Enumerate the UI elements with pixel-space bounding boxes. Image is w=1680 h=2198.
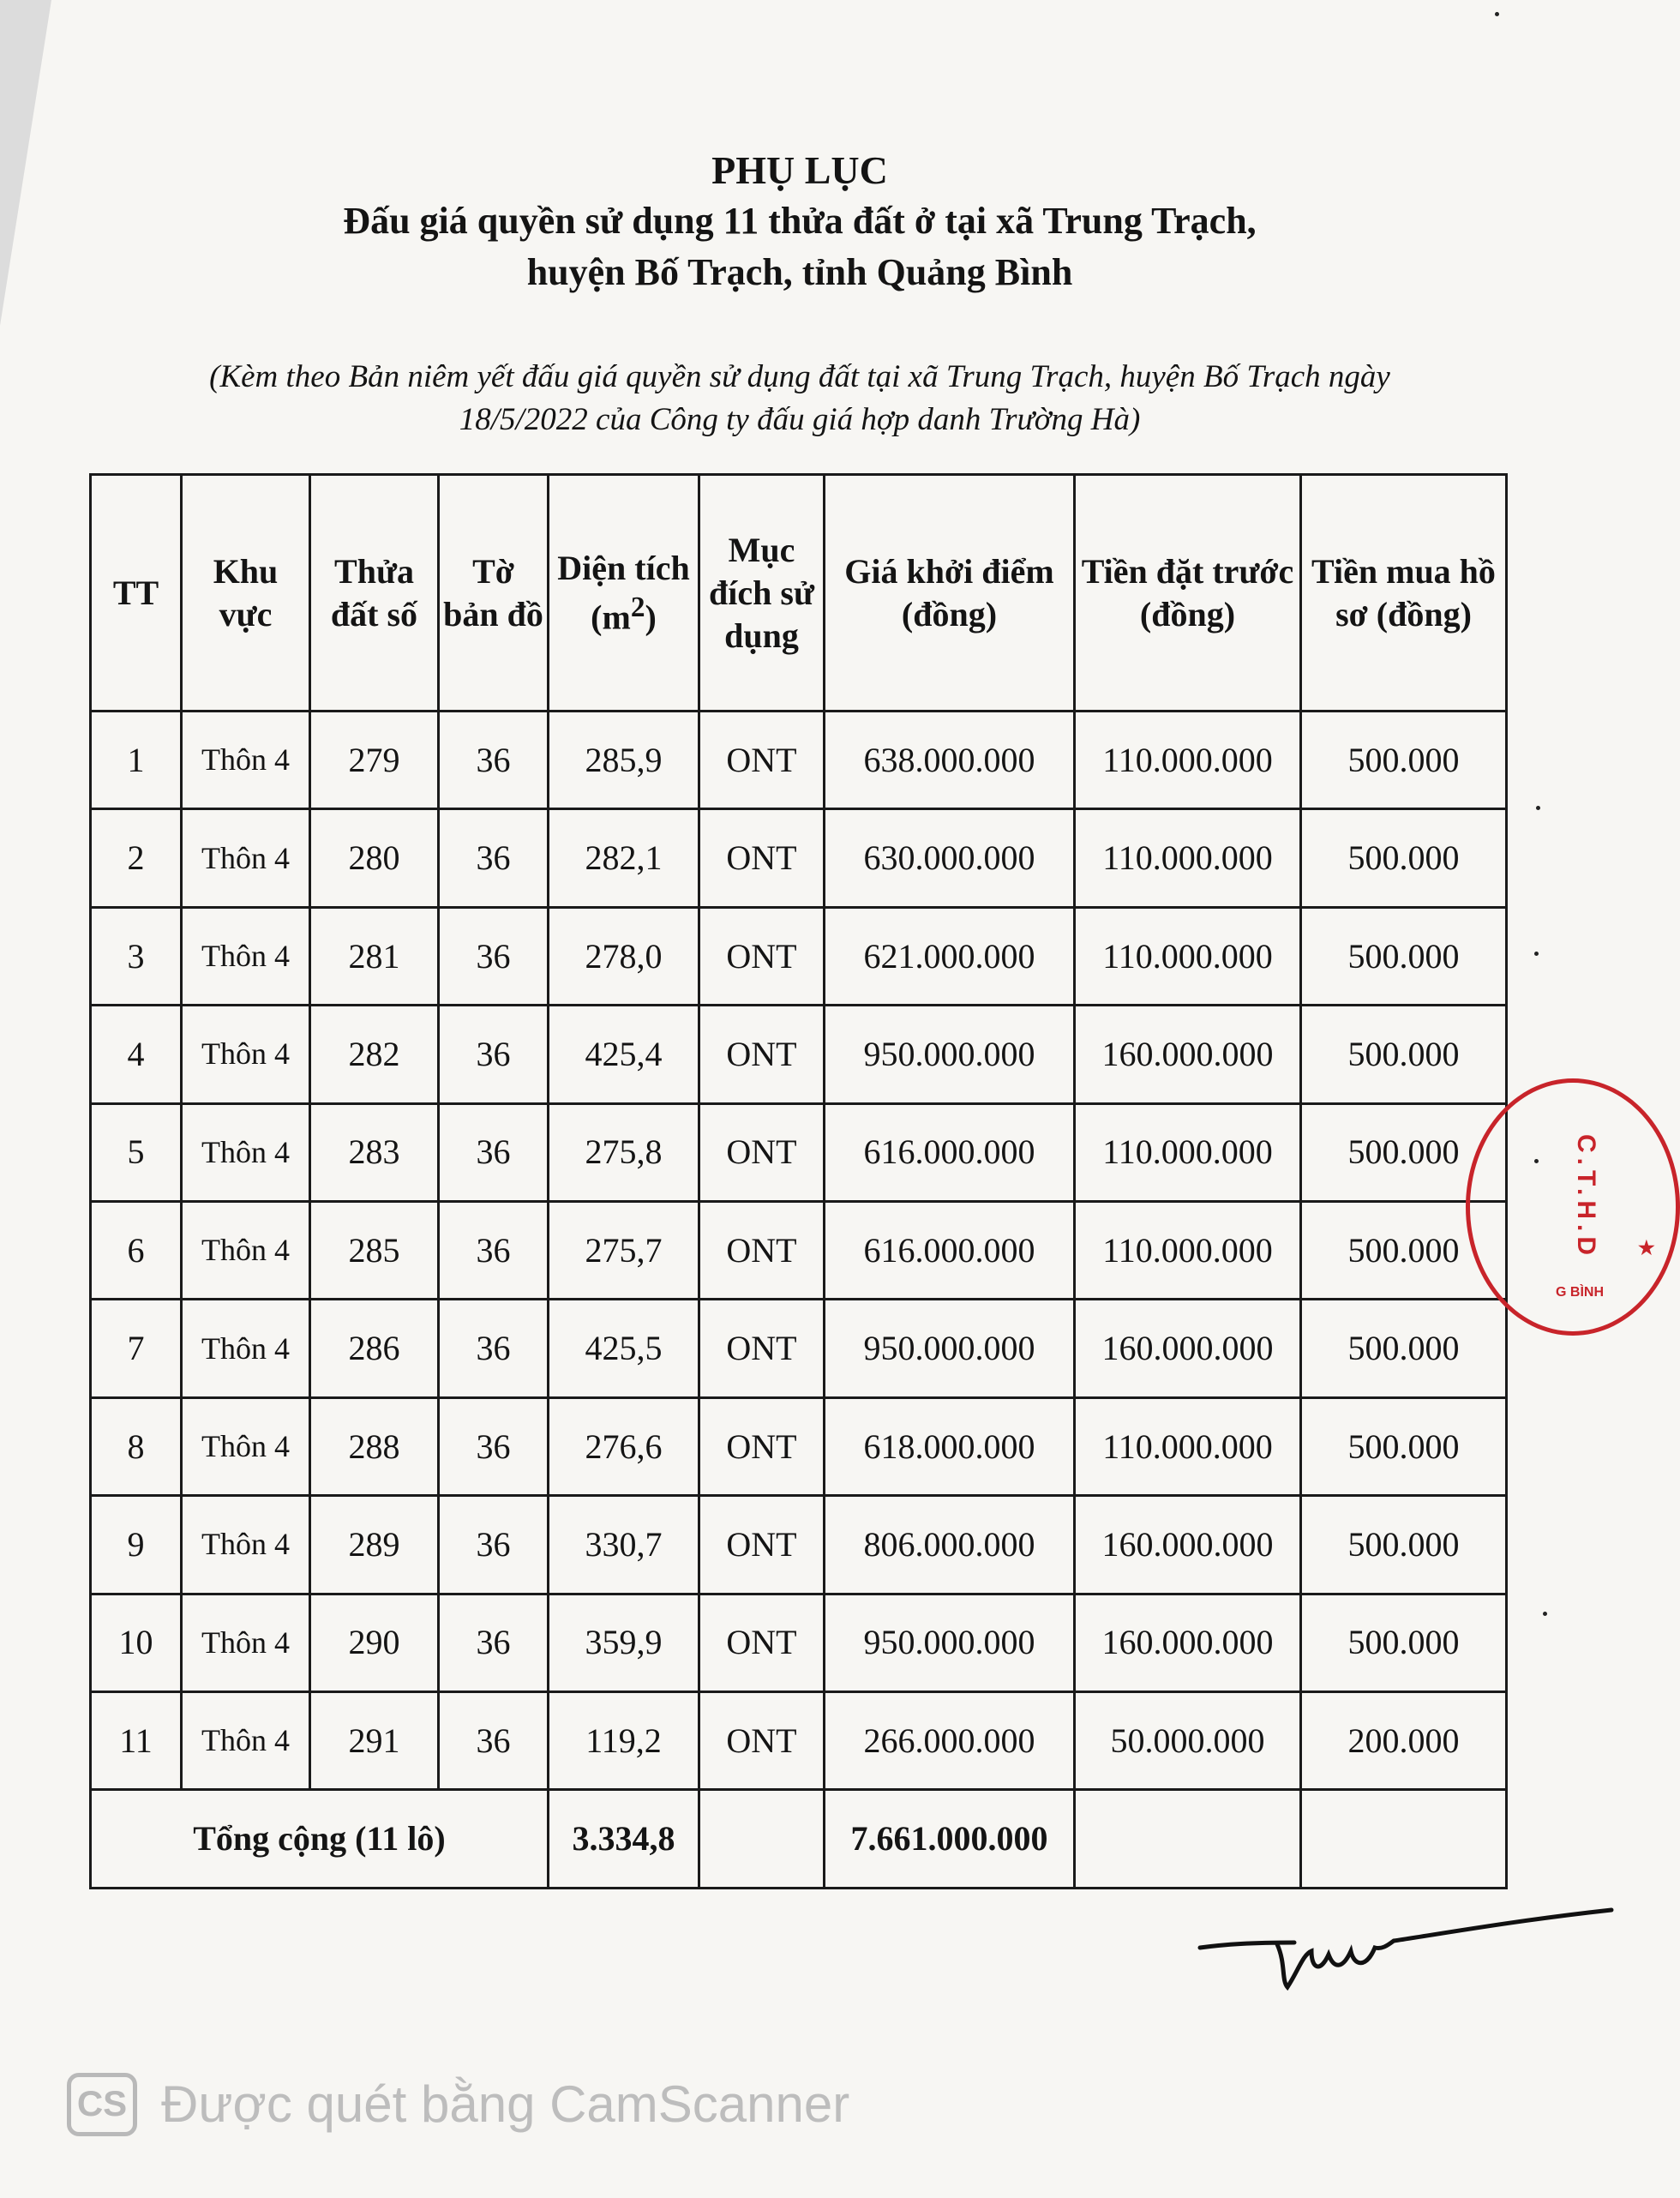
cell-dien-tich: 359,9	[549, 1594, 699, 1691]
cell-dien-tich: 119,2	[549, 1692, 699, 1790]
cell-muc-dich: ONT	[699, 1300, 825, 1397]
cell-muc-dich: ONT	[699, 1594, 825, 1691]
cell-tien-ho-so: 500.000	[1301, 1496, 1507, 1594]
cell-tien-dat-truoc: 110.000.000	[1075, 809, 1301, 907]
cell-tt: 2	[91, 809, 182, 907]
cell-tt: 4	[91, 1006, 182, 1103]
cell-to-ban-do: 36	[439, 1006, 549, 1103]
cell-dien-tich: 275,8	[549, 1103, 699, 1201]
cell-gia-khoi-diem: 638.000.000	[825, 712, 1075, 809]
cell-muc-dich: ONT	[699, 907, 825, 1005]
cell-khu-vuc: Thôn 4	[182, 809, 310, 907]
table-row	[91, 809, 1507, 907]
header-cell-tien-mua-ho-so: Tiền mua hồ sơ (đồng)	[1301, 475, 1507, 712]
cell-to-ban-do: 36	[439, 712, 549, 809]
cell-muc-dich: ONT	[699, 1496, 825, 1594]
table-row	[91, 1692, 1507, 1790]
header-cell-gia-khoi-diem: Giá khởi điểm (đồng)	[825, 475, 1075, 712]
document-subtitle-line-2: huyện Bố Trạch, tỉnh Quảng Bình	[526, 251, 1073, 293]
cell-tien-dat-truoc: 50.000.000	[1075, 1692, 1301, 1790]
cell-khu-vuc: Thôn 4	[182, 1594, 310, 1691]
document-title: PHỤ LỤC	[711, 148, 888, 192]
seal-lettering-bottom: G BÌNH	[1556, 1285, 1604, 1300]
cell-thua-dat: 280	[310, 809, 439, 907]
cell-khu-vuc: Thôn 4	[182, 1496, 310, 1594]
cell-to-ban-do: 36	[439, 1692, 549, 1790]
total-empty-cell	[1301, 1790, 1507, 1889]
table-row	[91, 1496, 1507, 1594]
cell-tien-ho-so: 500.000	[1301, 809, 1507, 907]
red-company-seal	[1466, 1078, 1680, 1336]
total-empty-cell	[1075, 1790, 1301, 1889]
cell-dien-tich: 285,9	[549, 712, 699, 809]
cell-tien-ho-so: 500.000	[1301, 1397, 1507, 1495]
table-row	[91, 907, 1507, 1005]
cell-tt: 8	[91, 1397, 182, 1495]
handwritten-signature	[1191, 1895, 1620, 1997]
cell-to-ban-do: 36	[439, 1202, 549, 1300]
scan-speck	[1543, 1612, 1547, 1616]
cell-to-ban-do: 36	[439, 1300, 549, 1397]
cell-tien-ho-so: 500.000	[1301, 1300, 1507, 1397]
header-cell-tt: TT	[91, 475, 182, 712]
table-row	[91, 712, 1507, 809]
cell-tt: 7	[91, 1300, 182, 1397]
cell-gia-khoi-diem: 950.000.000	[825, 1594, 1075, 1691]
header-cell-to-ban-do: Tờ bản đồ	[439, 475, 549, 712]
header-cell-tien-dat-truoc: Tiền đặt trước (đồng)	[1075, 475, 1301, 712]
cell-dien-tich: 330,7	[549, 1496, 699, 1594]
cell-gia-khoi-diem: 616.000.000	[825, 1202, 1075, 1300]
cell-gia-khoi-diem: 950.000.000	[825, 1006, 1075, 1103]
cell-tien-dat-truoc: 110.000.000	[1075, 1103, 1301, 1201]
cell-khu-vuc: Thôn 4	[182, 1300, 310, 1397]
cell-gia-khoi-diem: 630.000.000	[825, 809, 1075, 907]
cell-tien-ho-so: 500.000	[1301, 1103, 1507, 1201]
scan-speck	[1536, 806, 1540, 810]
star-icon: ★	[1638, 1237, 1655, 1258]
cell-tt: 10	[91, 1594, 182, 1691]
cell-tt: 1	[91, 712, 182, 809]
cell-to-ban-do: 36	[439, 1103, 549, 1201]
cell-khu-vuc: Thôn 4	[182, 1692, 310, 1790]
cell-tien-dat-truoc: 160.000.000	[1075, 1006, 1301, 1103]
cell-muc-dich: ONT	[699, 1006, 825, 1103]
camscanner-watermark: Được quét bằng CamScanner	[161, 2075, 850, 2133]
cell-thua-dat: 282	[310, 1006, 439, 1103]
header-cell-muc-dich: Mục đích sử dụng	[699, 475, 825, 712]
cell-dien-tich: 425,4	[549, 1006, 699, 1103]
cell-muc-dich: ONT	[699, 1202, 825, 1300]
cell-tien-ho-so: 500.000	[1301, 1202, 1507, 1300]
land-plot-table	[89, 473, 1508, 1889]
header-cell-thua-dat-so: Thửa đất số	[310, 475, 439, 712]
cell-gia-khoi-diem: 806.000.000	[825, 1496, 1075, 1594]
total-starting-price: 7.661.000.000	[825, 1790, 1075, 1889]
scan-speck	[1534, 1159, 1539, 1163]
cell-tt: 3	[91, 907, 182, 1005]
header-cell-khu-vuc: Khu vực	[182, 475, 310, 712]
cell-dien-tich: 276,6	[549, 1397, 699, 1495]
cell-dien-tich: 282,1	[549, 809, 699, 907]
scan-speck	[1495, 12, 1499, 16]
cell-tien-ho-so: 200.000	[1301, 1692, 1507, 1790]
cell-to-ban-do: 36	[439, 907, 549, 1005]
cell-thua-dat: 290	[310, 1594, 439, 1691]
cell-tien-dat-truoc: 110.000.000	[1075, 1397, 1301, 1495]
cell-thua-dat: 291	[310, 1692, 439, 1790]
cell-thua-dat: 281	[310, 907, 439, 1005]
cell-muc-dich: ONT	[699, 1692, 825, 1790]
attachment-note-line-2: 18/5/2022 của Công ty đấu giá hợp danh Trường Hà)	[459, 402, 1141, 437]
cell-thua-dat: 279	[310, 712, 439, 809]
cell-muc-dich: ONT	[699, 1397, 825, 1495]
cell-thua-dat: 286	[310, 1300, 439, 1397]
cell-khu-vuc: Thôn 4	[182, 712, 310, 809]
cell-muc-dich: ONT	[699, 712, 825, 809]
cell-tt: 5	[91, 1103, 182, 1201]
cell-tien-ho-so: 500.000	[1301, 1006, 1507, 1103]
cell-gia-khoi-diem: 618.000.000	[825, 1397, 1075, 1495]
table-header-row	[91, 475, 1507, 712]
cell-tien-dat-truoc: 160.000.000	[1075, 1300, 1301, 1397]
cell-gia-khoi-diem: 621.000.000	[825, 907, 1075, 1005]
cell-dien-tich: 425,5	[549, 1300, 699, 1397]
cell-thua-dat: 283	[310, 1103, 439, 1201]
cell-thua-dat: 285	[310, 1202, 439, 1300]
cell-tt: 11	[91, 1692, 182, 1790]
cell-khu-vuc: Thôn 4	[182, 907, 310, 1005]
cell-gia-khoi-diem: 266.000.000	[825, 1692, 1075, 1790]
cell-tien-dat-truoc: 160.000.000	[1075, 1496, 1301, 1594]
cell-tien-ho-so: 500.000	[1301, 712, 1507, 809]
cell-to-ban-do: 36	[439, 1594, 549, 1691]
cell-tien-ho-so: 500.000	[1301, 907, 1507, 1005]
table-row	[91, 1594, 1507, 1691]
table-row	[91, 1103, 1507, 1201]
scan-speck	[1534, 952, 1539, 956]
table-row	[91, 1397, 1507, 1495]
cell-dien-tich: 275,7	[549, 1202, 699, 1300]
cell-khu-vuc: Thôn 4	[182, 1397, 310, 1495]
cell-dien-tich: 278,0	[549, 907, 699, 1005]
cell-muc-dich: ONT	[699, 1103, 825, 1201]
cell-khu-vuc: Thôn 4	[182, 1006, 310, 1103]
document-subtitle-line-1: Đấu giá quyền sử dụng 11 thửa đất ở tại xã Trung Trạch,	[343, 200, 1257, 242]
cell-to-ban-do: 36	[439, 809, 549, 907]
header-cell-dien-tich: Diện tích $(m^2)$	[549, 475, 699, 712]
cell-tt: 6	[91, 1202, 182, 1300]
total-label: Tổng cộng (11 lô)	[91, 1790, 549, 1889]
cell-tien-dat-truoc: 160.000.000	[1075, 1594, 1301, 1691]
cell-tien-dat-truoc: 110.000.000	[1075, 1202, 1301, 1300]
cell-to-ban-do: 36	[439, 1496, 549, 1594]
table-row	[91, 1202, 1507, 1300]
total-empty-cell	[699, 1790, 825, 1889]
table-row	[91, 1300, 1507, 1397]
cell-gia-khoi-diem: 616.000.000	[825, 1103, 1075, 1201]
cell-thua-dat: 288	[310, 1397, 439, 1495]
cell-tien-dat-truoc: 110.000.000	[1075, 712, 1301, 809]
total-area: 3.334,8	[549, 1790, 699, 1889]
cell-tien-dat-truoc: 110.000.000	[1075, 907, 1301, 1005]
cell-thua-dat: 289	[310, 1496, 439, 1594]
cell-gia-khoi-diem: 950.000.000	[825, 1300, 1075, 1397]
cell-tt: 9	[91, 1496, 182, 1594]
cell-khu-vuc: Thôn 4	[182, 1202, 310, 1300]
table-row	[91, 1006, 1507, 1103]
cell-khu-vuc: Thôn 4	[182, 1103, 310, 1201]
cell-tien-ho-so: 500.000	[1301, 1594, 1507, 1691]
cell-muc-dich: ONT	[699, 809, 825, 907]
seal-lettering: C.T.H.D	[1572, 1134, 1600, 1260]
cell-to-ban-do: 36	[439, 1397, 549, 1495]
table-total-row	[91, 1790, 1507, 1889]
camscanner-logo-icon: CS	[67, 2073, 137, 2136]
attachment-note-line-1: (Kèm theo Bản niêm yết đấu giá quyền sử dụng đất tại xã Trung Trạch, huyện Bố Trạch ngày	[209, 359, 1390, 394]
